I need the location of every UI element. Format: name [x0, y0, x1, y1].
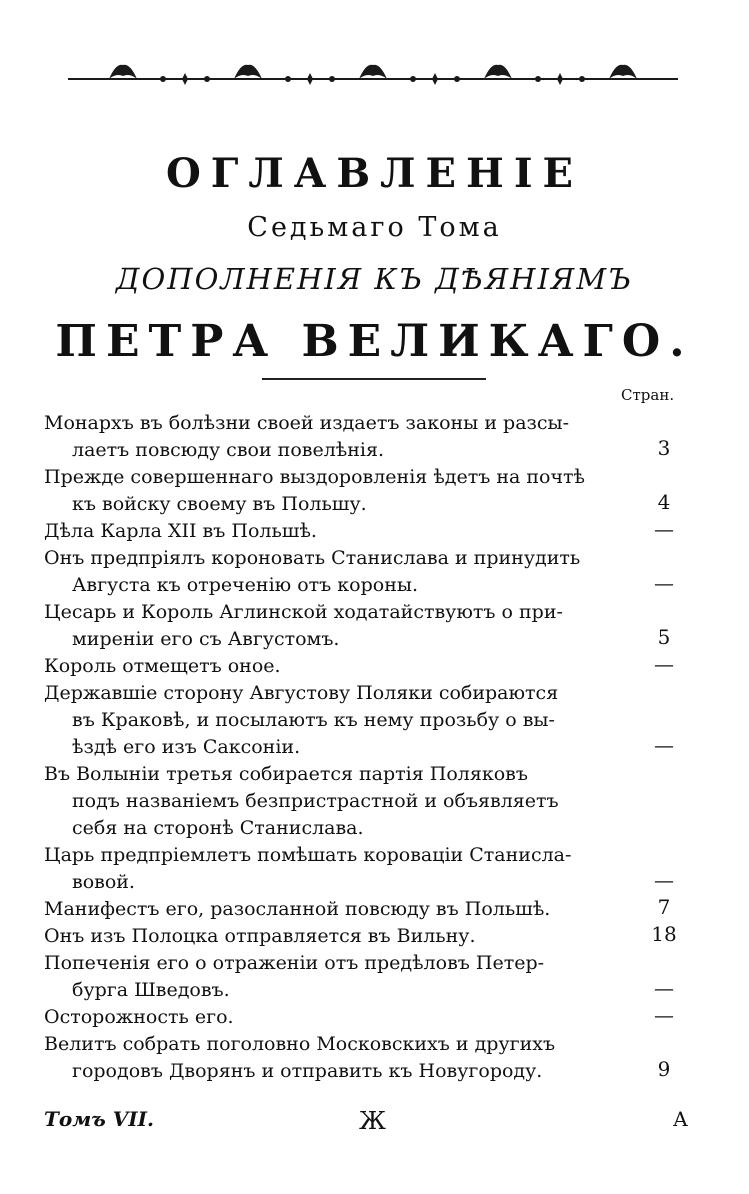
- toc-entry-line: къ войску своему въ Польшу.: [72, 493, 367, 515]
- title-divider: [262, 378, 486, 380]
- toc-entry-line: Осторожность его.: [44, 1006, 234, 1028]
- toc-entry-line: городовъ Дворянъ и отправить къ Новугороду.: [72, 1060, 543, 1082]
- toc-entry: [44, 545, 684, 599]
- toc-entry-line: Августа къ отреченію отъ короны.: [72, 574, 419, 596]
- toc-entry-line: миреніи его съ Августомъ.: [72, 628, 340, 650]
- toc-entry-page: 18: [651, 922, 677, 946]
- toc-entry-line: Король отмещетъ оное.: [44, 655, 281, 677]
- toc-entry: [44, 923, 684, 950]
- toc-entry: [44, 518, 684, 545]
- toc-entry-page: —: [654, 1003, 674, 1027]
- toc-entry-line: вовой.: [72, 871, 135, 893]
- footer-signature: А: [672, 1107, 688, 1131]
- work-name: ПЕТРА ВЕЛИКАГО.: [55, 316, 694, 367]
- toc-entry-line: Дѣла Карла XII въ Польшѣ.: [44, 520, 317, 542]
- toc-entry-line: подъ названіемъ безпристрастной и объявляетъ: [72, 790, 559, 812]
- toc-entry: [44, 1031, 684, 1085]
- header-ornament-band: [68, 58, 678, 100]
- toc-entry: [44, 761, 684, 842]
- toc-entry-line: въ Краковѣ, и посылаютъ къ нему прозьбу о вы-: [72, 709, 555, 731]
- table-of-contents: [44, 410, 684, 1085]
- toc-entry-line: Державшіе сторону Августову Поляки собираются: [44, 682, 559, 704]
- toc-entry-line: Прежде совершеннаго выздоровленія ѣдетъ на почтѣ: [44, 466, 586, 488]
- volume-subtitle: Седьмаго Тома: [247, 212, 502, 243]
- toc-entry: [44, 410, 684, 464]
- toc-entry-line: Цесарь и Король Аглинской ходатайствуютъ о при-: [44, 601, 563, 623]
- toc-entry-line: Онъ предпріялъ короновать Станислава и принудить: [44, 547, 581, 569]
- toc-entry-line: себя на сторонѣ Станислава.: [72, 817, 364, 839]
- toc-entry: [44, 842, 684, 896]
- toc-entry-line: Велитъ собрать поголовно Московскихъ и другихъ: [44, 1033, 556, 1055]
- toc-entry-page: 9: [657, 1057, 671, 1081]
- toc-entry-page: 4: [657, 490, 671, 514]
- footer-volume: Томъ VII.: [44, 1107, 154, 1131]
- toc-entry: [44, 653, 684, 680]
- toc-entry-line: ѣздѣ его изъ Саксоніи.: [72, 736, 301, 758]
- footer-mark: Ж: [359, 1107, 386, 1135]
- toc-entry-line: бурга Шведовъ.: [72, 979, 230, 1001]
- toc-entry-page: —: [654, 733, 674, 757]
- toc-entry-line: лаетъ повсюду свои повелѣнія.: [72, 439, 384, 461]
- toc-entry-page: —: [654, 976, 674, 1000]
- page-column-label: Стран.: [621, 386, 675, 404]
- work-subtitle: ДОПОЛНЕНІЯ КЪ ДѢЯНІЯМЪ: [115, 262, 634, 296]
- toc-entry-page: 7: [657, 895, 671, 919]
- toc-entry-line: Попеченія его о отраженіи отъ предѣловъ Петер-: [44, 952, 545, 974]
- toc-entry-line: Манифестъ его, разосланной повсюду въ Польшѣ.: [44, 898, 551, 920]
- toc-entry-page: —: [654, 517, 674, 541]
- toc-entry-page: —: [654, 652, 674, 676]
- toc-entry-page: —: [654, 571, 674, 595]
- toc-entry-line: Онъ изъ Полоцка отправляется въ Вильну.: [44, 925, 476, 947]
- toc-entry: [44, 896, 684, 923]
- toc-entry-page: —: [654, 868, 674, 892]
- toc-entry: [44, 1004, 684, 1031]
- toc-entry: [44, 464, 684, 518]
- toc-entry: [44, 599, 684, 653]
- toc-entry-line: Монархъ въ болѣзни своей издаетъ законы и разсы-: [44, 412, 570, 434]
- page-title: ОГЛАВЛЕНІЕ: [165, 150, 584, 197]
- page-footer: [44, 1107, 694, 1137]
- toc-entry-page: 3: [657, 436, 671, 460]
- toc-entry-line: Царь предпріемлетъ помѣшать короваціи Станисла-: [44, 844, 572, 866]
- toc-entry: [44, 680, 684, 761]
- toc-entry-line: Въ Волыніи третья собирается партія Поляковъ: [44, 763, 528, 785]
- toc-entry-page: 5: [657, 625, 671, 649]
- toc-entry: [44, 950, 684, 1004]
